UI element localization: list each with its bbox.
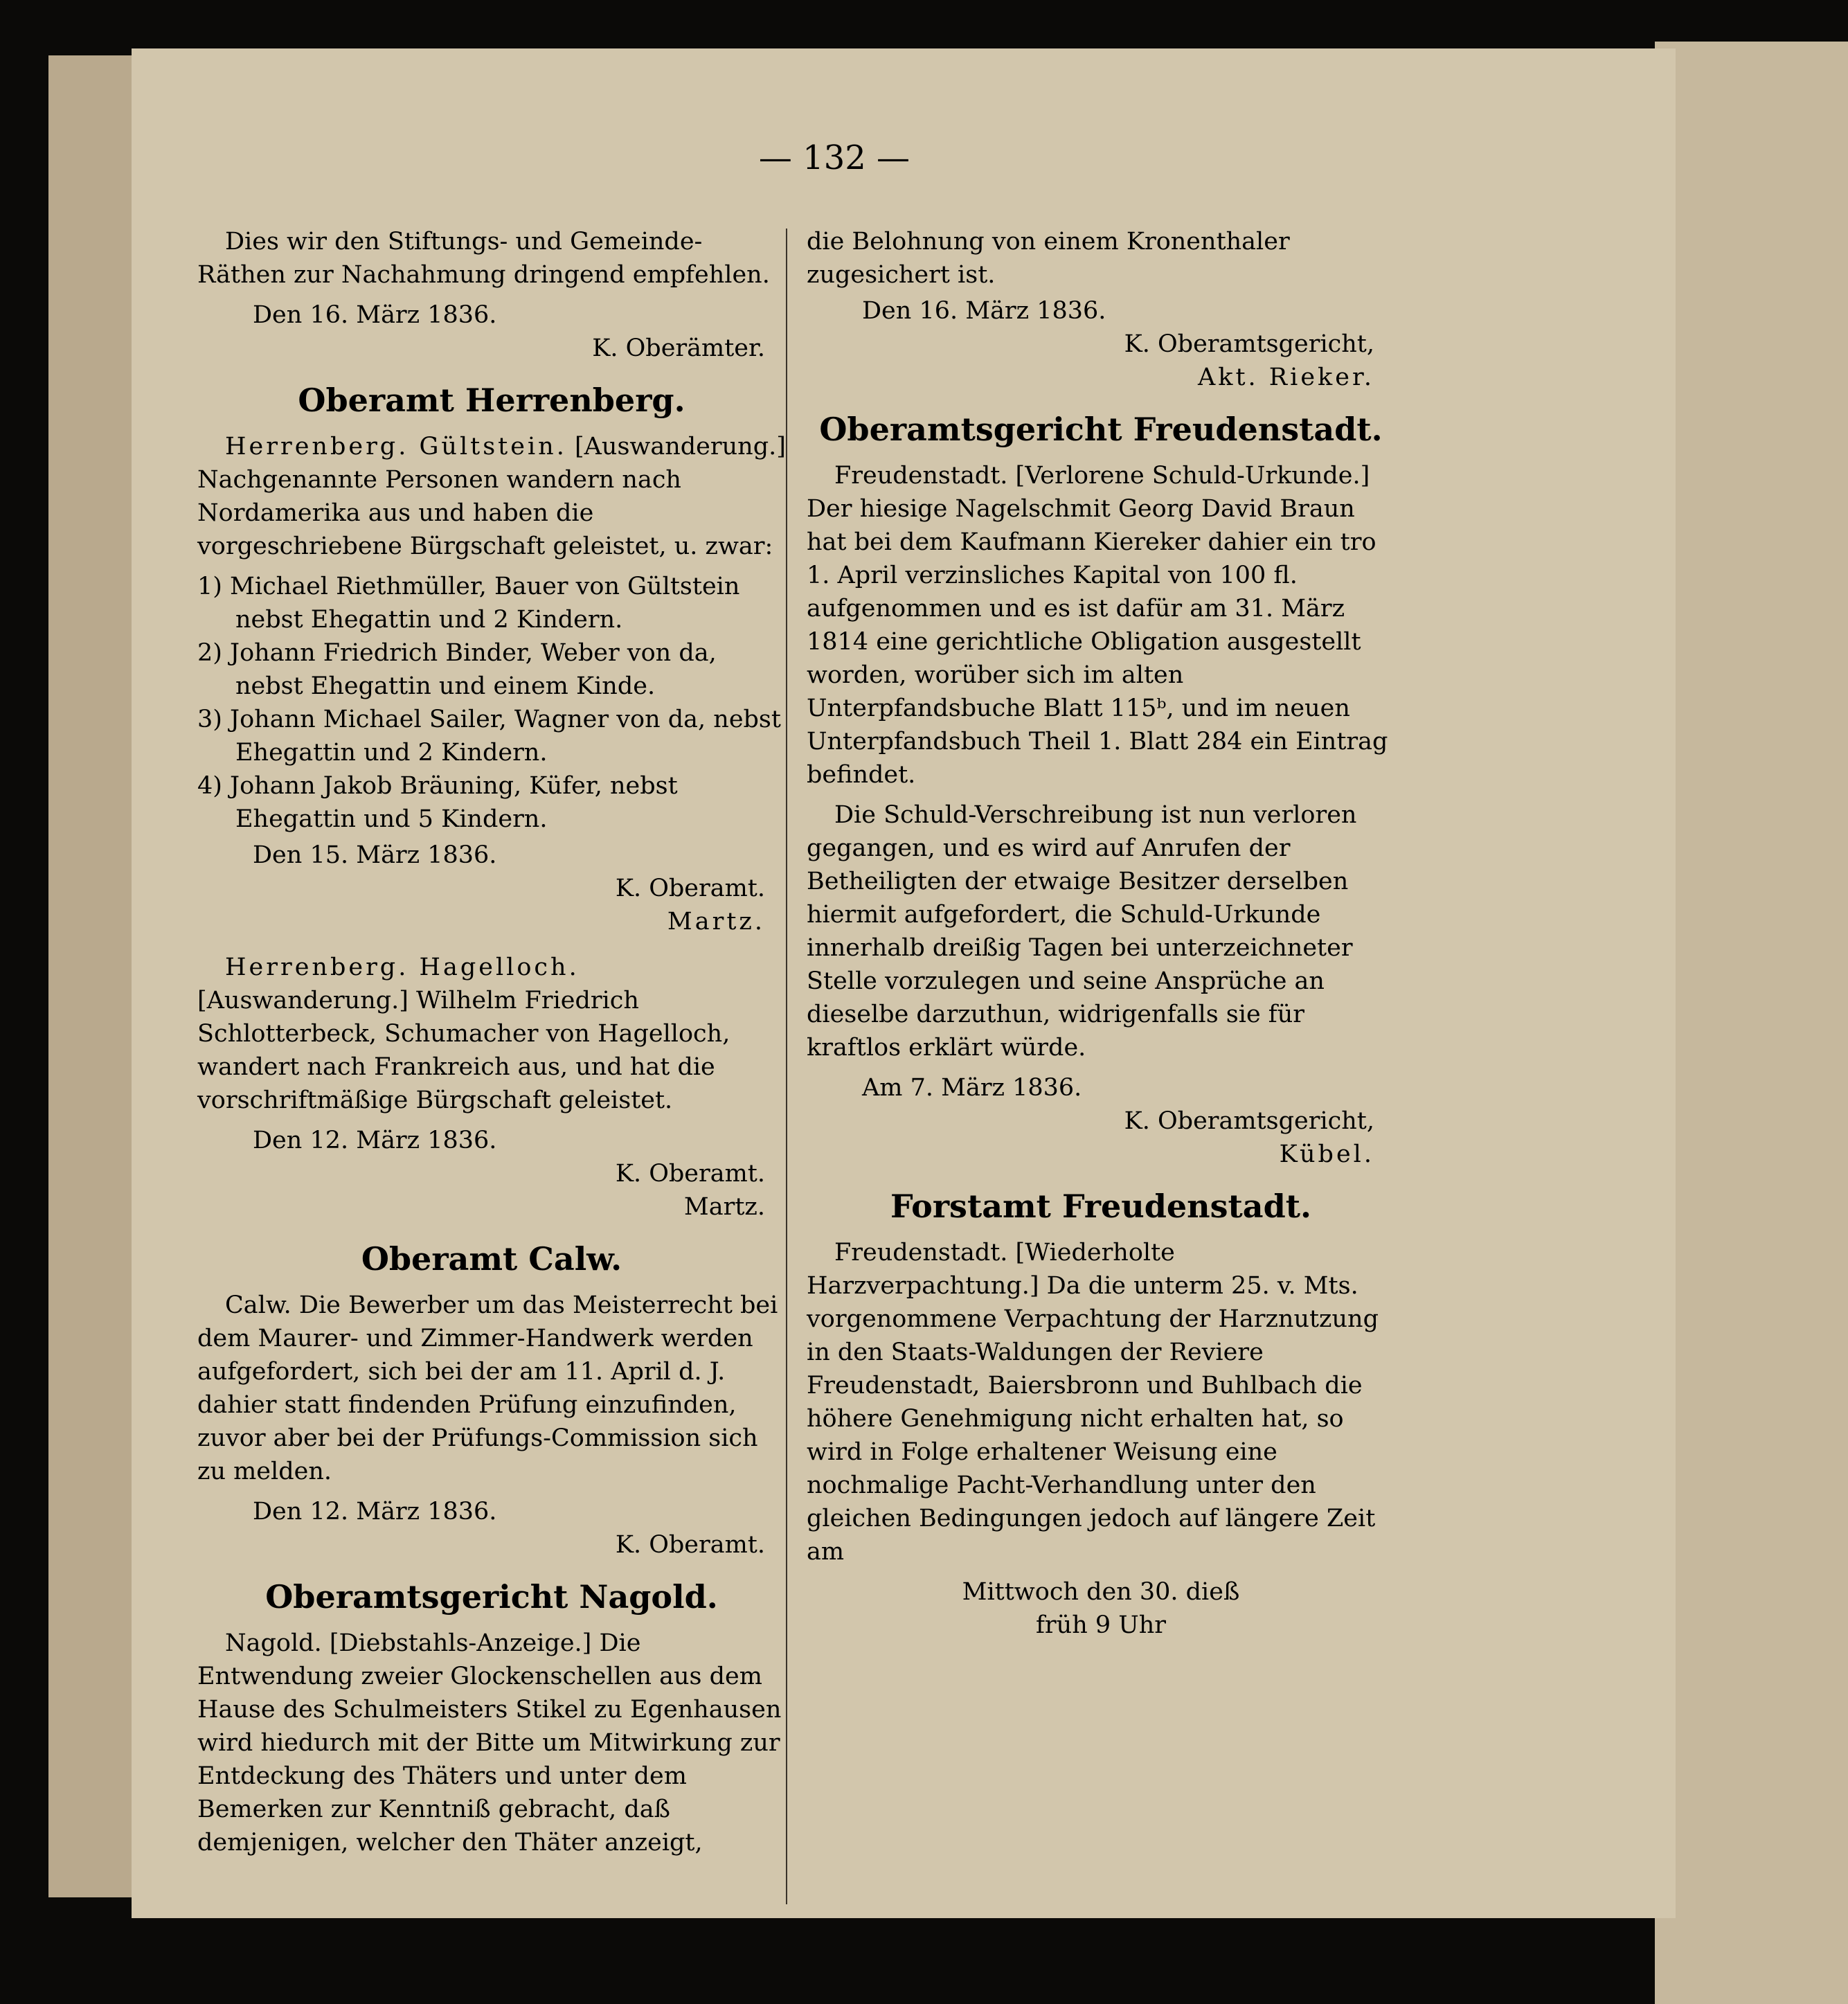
intro-signature: K. Oberämter.: [592, 334, 765, 362]
notice-freudenstadt-text2: Die Schuld-Verschreibung ist nun verloren gegangen, und es wird auf Anrufen der Betheiligten der etwaige Besitzer derselben hiermit aufgefordert, die Schuld-Urkunde innerhalb dreißig Tagen bei unterzeichneter Stelle vorzulegen und seine Ansprüche an dieselbe darzuthun, widrigenfalls sie für kraftlos erklärt würde.: [807, 801, 1357, 1062]
notice-hagelloch-signer: Martz.: [683, 1193, 765, 1221]
notice-guelt-office: K. Oberamt.: [615, 875, 765, 902]
notice-calw-date: Den 12. März 1836.: [253, 1498, 497, 1526]
notice-guelt-place: Herrenberg. Gültstein.: [225, 433, 567, 460]
right-column: [807, 225, 1395, 1642]
intro-date: Den 16. März 1836.: [253, 301, 497, 329]
notice-freudenstadt-text: Freudenstadt. [Verlorene Schuld-Urkunde.] Der hiesige Nagelschmit Georg David Braun hat bei dem Kaufmann Kiereker dahier ein tro 1. April verzinsliches Kapital von 100 fl. aufgenommen und es ist dafür am 31. März 1814 eine gerichtliche Obligation ausgestellt worden, worüber sich im alten Unterpfandsbuche Blatt 115ᵇ, und im neuen Unterpfandsbuch Theil 1. Blatt 284 ein Eintrag befindet.: [807, 462, 1388, 789]
left-column: [197, 225, 786, 1866]
notice-forstamt-text: Freudenstadt. [Wiederholte Harzverpachtung.] Da die unterm 25. v. Mts. vorgenommene Verpachtung der Harznutzung in den Staats-Waldungen der Reviere Freudenstadt, Baiersbronn und Buhlbach die höhere Genehmigung nicht erhalten hat, so wird in Folge erhaltener Weisung eine nochmalige Pacht-Verhandlung unter den gleichen Bedingungen jedoch auf längere Zeit am: [807, 1239, 1379, 1566]
notice-hagelloch-office: K. Oberamt.: [615, 1160, 765, 1188]
notice-hagelloch-text: [Auswanderung.] Wilhelm Friedrich Schlotterbeck, Schumacher von Hagelloch, wandert nach Frankreich aus, und hat die vorschriftmäßige Bürgschaft geleistet.: [197, 987, 730, 1114]
notice-freudenstadt-date: Am 7. März 1836.: [862, 1074, 1082, 1102]
emigrant-3: 3) Johann Michael Sailer, Wagner von da, nebst Ehegattin und 2 Kindern.: [197, 706, 781, 767]
notice-guelt-signer: Martz.: [667, 908, 765, 936]
continued-text: die Belohnung von einem Kronenthaler zugesichert ist.: [807, 228, 1290, 289]
heading-nagold: Oberamtsgericht Nagold.: [265, 1578, 718, 1616]
heading-forstamt: Forstamt Freudenstadt.: [890, 1188, 1311, 1225]
intro-text: Dies wir den Stiftungs- und Gemeinde-Räthen zur Nachahmung dringend empfehlen.: [197, 228, 770, 289]
continued-date: Den 16. März 1836.: [862, 297, 1106, 325]
notice-hagelloch-place: Herrenberg. Hagelloch.: [225, 954, 580, 981]
heading-calw: Oberamt Calw.: [361, 1240, 622, 1278]
heading-herrenberg: Oberamt Herrenberg.: [298, 382, 685, 419]
notice-hagelloch: [197, 951, 786, 1117]
facing-page: [1655, 42, 1848, 2004]
notice-forstamt-date: Mittwoch den 30. dieß: [962, 1578, 1240, 1606]
notice-guelt: [197, 430, 786, 563]
emigrant-1: 1) Michael Riethmüller, Bauer von Gültstein nebst Ehegattin und 2 Kindern.: [197, 573, 740, 634]
heading-freudenstadt-court: Oberamtsgericht Freudenstadt.: [819, 411, 1383, 448]
notice-freudenstadt-office: K. Oberamtsgericht,: [1124, 1107, 1374, 1135]
notice-calw-text: Calw. Die Bewerber um das Meisterrecht bei dem Maurer- und Zimmer-Handwerk werden aufgefordert, sich bei der am 11. April d. J. dahier statt findenden Prüfung einzufinden, zuvor aber bei der Prüfungs-Commission sich zu melden.: [197, 1291, 778, 1485]
column-divider: [786, 229, 787, 1904]
notice-guelt-date: Den 15. März 1836.: [253, 841, 497, 869]
continued-signer: Akt. Rieker.: [1198, 364, 1374, 391]
notice-nagold-text: Nagold. [Diebstahls-Anzeige.] Die Entwendung zweier Glockenschellen aus dem Hause des Schulmeisters Stikel zu Egenhausen wird hiedurch mit der Bitte um Mitwirkung zur Entdeckung des Thäters und unter dem Bemerken zur Kenntniß gebracht, daß demjenigen, welcher den Thäter anzeigt,: [197, 1629, 782, 1857]
continued-office: K. Oberamtsgericht,: [1124, 330, 1374, 358]
emigrant-4: 4) Johann Jakob Bräuning, Küfer, nebst Ehegattin und 5 Kindern.: [197, 772, 678, 833]
page-number: — 132 —: [758, 138, 910, 177]
book-edge: [48, 55, 141, 1897]
notice-calw-office: K. Oberamt.: [615, 1531, 765, 1559]
notice-guelt-text: [Auswanderung.] Nachgenannte Personen wandern nach Nordamerika aus und haben die vorgeschriebene Bürgschaft geleistet, u. zwar:: [197, 433, 786, 560]
notice-freudenstadt-signer: Kübel.: [1279, 1140, 1374, 1168]
notice-forstamt-time: früh 9 Uhr: [1035, 1611, 1167, 1639]
notice-hagelloch-date: Den 12. März 1836.: [253, 1127, 497, 1154]
emigrant-2: 2) Johann Friedrich Binder, Weber von da, nebst Ehegattin und einem Kinde.: [197, 639, 717, 700]
